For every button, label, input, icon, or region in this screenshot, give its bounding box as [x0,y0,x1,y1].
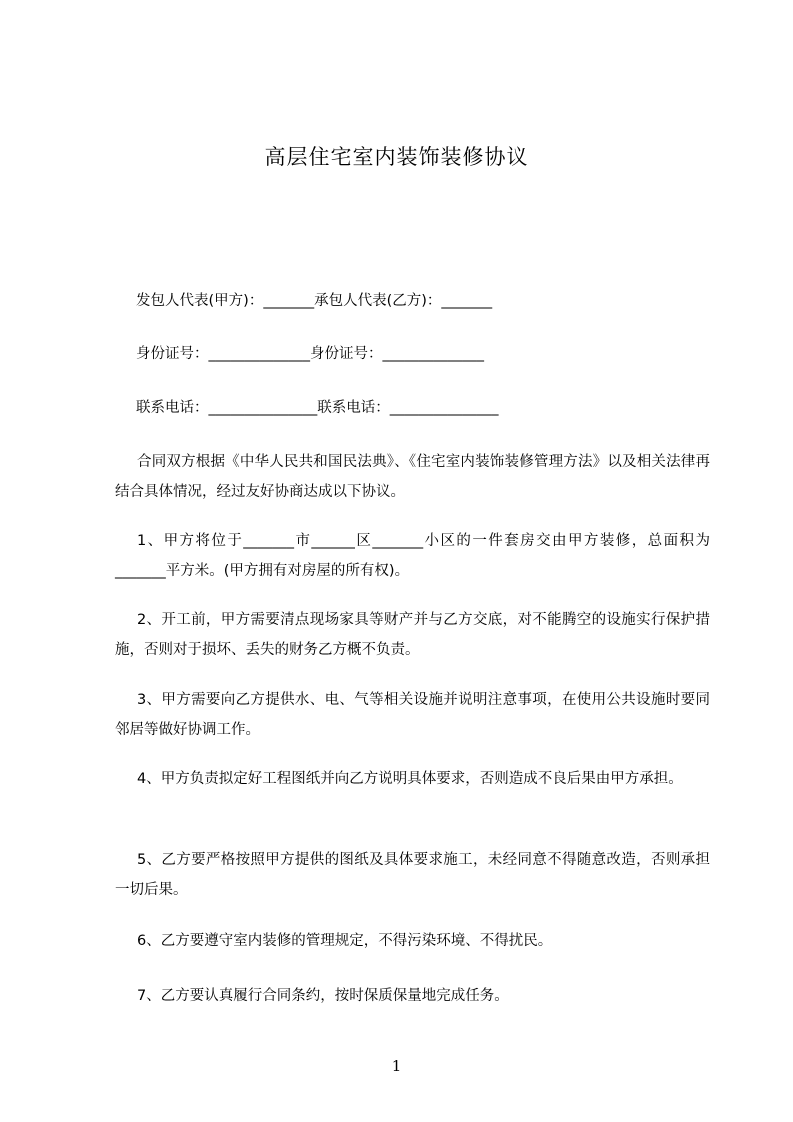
clause-1: 1、甲方将位于_______市______区_______小区的一件套房交由甲方装修，总面积为_______平方米。(甲方拥有对房屋的所有权)。 [115,533,710,579]
clause-2: 2、开工前，甲方需要清点现场家具等财产并与乙方交底，对不能腾空的设施实行保护措施，否则对于损坏、丢失的财务乙方概不负责。 [115,612,710,658]
clause-4: 4、甲方负责拟定好工程图纸并向乙方说明具体要求，否则造成不良后果由甲方承担。 [137,771,683,787]
clause-3: 3、甲方需要向乙方提供水、电、气等相关设施并说明注意事项，在使用公共设施时要同邻居等做好协调工作。 [115,692,710,738]
id-number-line: 身份证号：______________身份证号：______________ [136,346,484,362]
document-title: 高层住宅室内装饰装修协议 [264,145,529,169]
clause-5: 5、乙方要严格按照甲方提供的图纸及具体要求施工，未经同意不得随意改造，否则承担一切后果。 [115,852,710,898]
clause-6: 6、乙方要遵守室内装修的管理规定，不得污染环境、不得扰民。 [137,933,553,949]
contact-phone-line: 联系电话：_______________联系电话：_______________ [136,400,499,416]
page-number: 1 [391,1057,402,1075]
party-representative-line: 发包人代表(甲方)：_______承包人代表(乙方)：_______ [136,293,493,309]
intro-paragraph: 合同双方根据《中华人民共和国民法典》、《住宅室内装饰装修管理方法》以及相关法律再结合具体情况，经过友好协商达成以下协议。 [115,454,710,500]
clause-7: 7、乙方要认真履行合同条约，按时保质保量地完成任务。 [137,988,509,1004]
